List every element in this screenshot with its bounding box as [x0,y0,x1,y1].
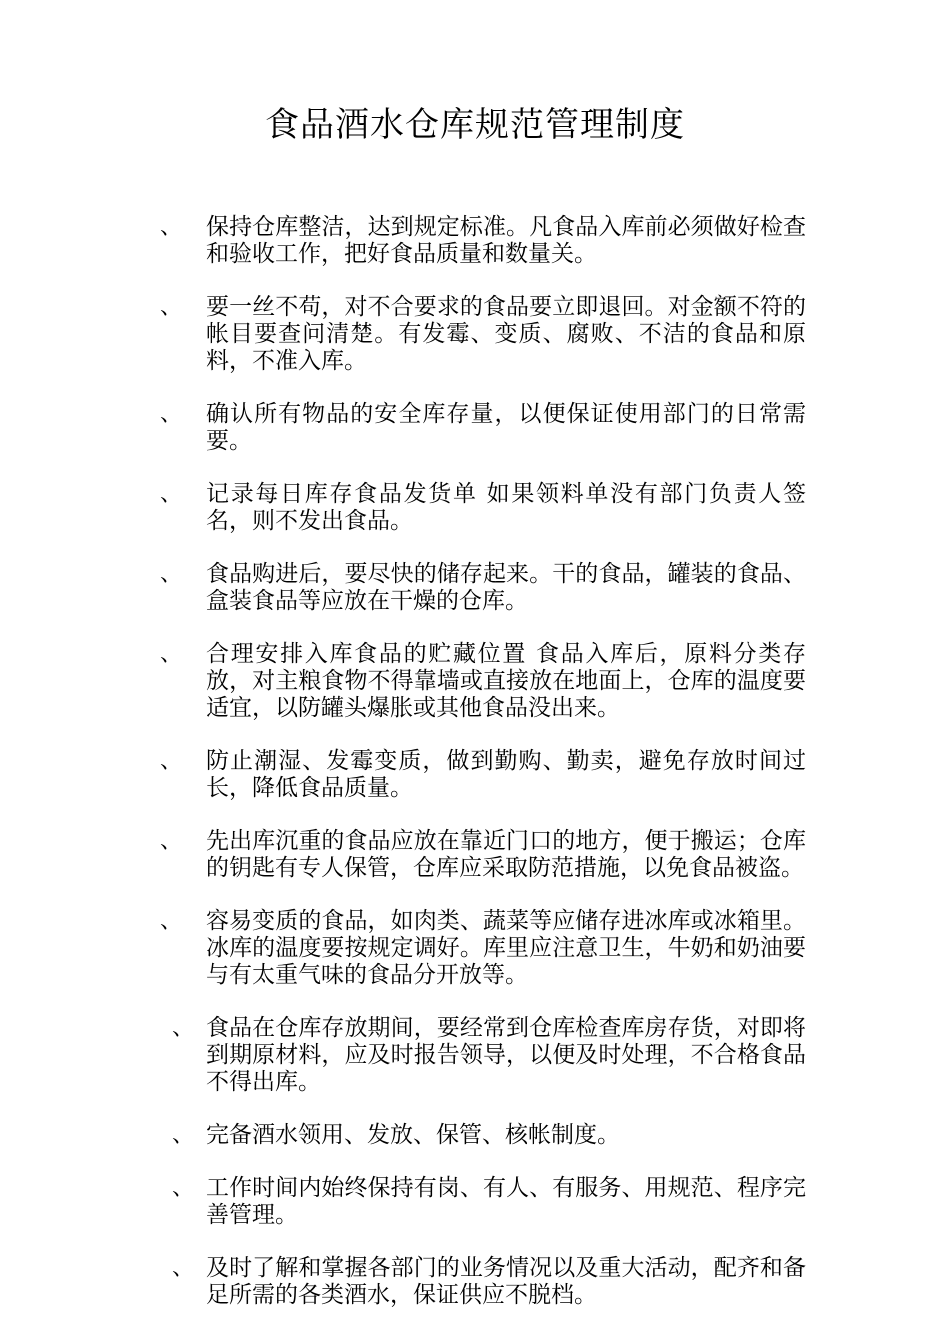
rule-text: 记录每日库存食品发货单 如果领料单没有部门负责人签名，则不发出食品。 [206,481,806,534]
rule-separator: 、 [172,1256,195,1281]
rule-text: 完备酒水领用、发放、保管、核帐制度。 [206,1122,620,1148]
rule-item [0,481,950,535]
rule-separator: 、 [172,1016,195,1041]
rule-separator: 、 [160,402,183,427]
rule-item [0,828,950,882]
rule-item [0,641,950,722]
rule-separator: 、 [160,829,183,854]
rule-separator: 、 [160,749,183,774]
rule-text: 要一丝不苟，对不合要求的食品要立即退回。对金额不符的帐目要查问清楚。有发霉、变质、腐败、不洁的食品和原料，不准入库。 [206,294,806,374]
rules-list [0,214,950,1335]
rule-separator: 、 [172,1176,195,1201]
rule-separator: 、 [160,215,183,240]
document-title: 食品酒水仓库规范管理制度 [265,105,685,145]
rule-item [0,1122,950,1149]
rule-text: 合理安排入库食品的贮藏位置 食品入库后，原料分类存放，对主粮食物不得靠墙或直接放在地面上，仓库的温度要适宜，以防罐头爆胀或其他食品没出来。 [206,641,806,721]
rule-item [0,1255,950,1309]
rule-text: 保持仓库整洁，达到规定标准。凡食品入库前必须做好检查和验收工作，把好食品质量和数量关。 [206,214,806,267]
rule-item [0,1015,950,1096]
rule-text: 及时了解和掌握各部门的业务情况以及重大活动，配齐和备足所需的各类酒水，保证供应不脱档。 [206,1255,806,1308]
rule-item [0,748,950,802]
rule-text: 防止潮湿、发霉变质，做到勤购、勤卖，避免存放时间过长，降低食品质量。 [206,748,806,801]
rule-item [0,1175,950,1229]
rule-item [0,294,950,375]
rule-item [0,214,950,268]
rule-text: 食品购进后，要尽快的储存起来。干的食品，罐装的食品、盒装食品等应放在干燥的仓库。 [206,561,806,614]
rule-item [0,401,950,455]
rule-item [0,908,950,989]
rule-text: 工作时间内始终保持有岗、有人、有服务、用规范、程序完善管理。 [206,1175,806,1228]
rule-text: 先出库沉重的食品应放在靠近门口的地方，便于搬运；仓库的钥匙有专人保管，仓库应采取防范措施，以免食品被盗。 [206,828,806,881]
rule-separator: 、 [160,909,183,934]
rule-separator: 、 [172,1123,195,1148]
rule-item [0,561,950,615]
rule-separator: 、 [160,562,183,587]
rule-text: 容易变质的食品，如肉类、蔬菜等应储存进冰库或冰箱里。冰库的温度要按规定调好。库里应注意卫生，牛奶和奶油要与有太重气味的食品分开放等。 [206,908,806,988]
rule-text: 确认所有物品的安全库存量，以便保证使用部门的日常需要。 [206,401,806,454]
rule-separator: 、 [160,482,183,507]
rule-separator: 、 [160,642,183,667]
rule-separator: 、 [160,295,183,320]
rule-text: 食品在仓库存放期间，要经常到仓库检查库房存货，对即将到期原材料，应及时报告领导，以便及时处理，不合格食品不得出库。 [206,1015,806,1095]
